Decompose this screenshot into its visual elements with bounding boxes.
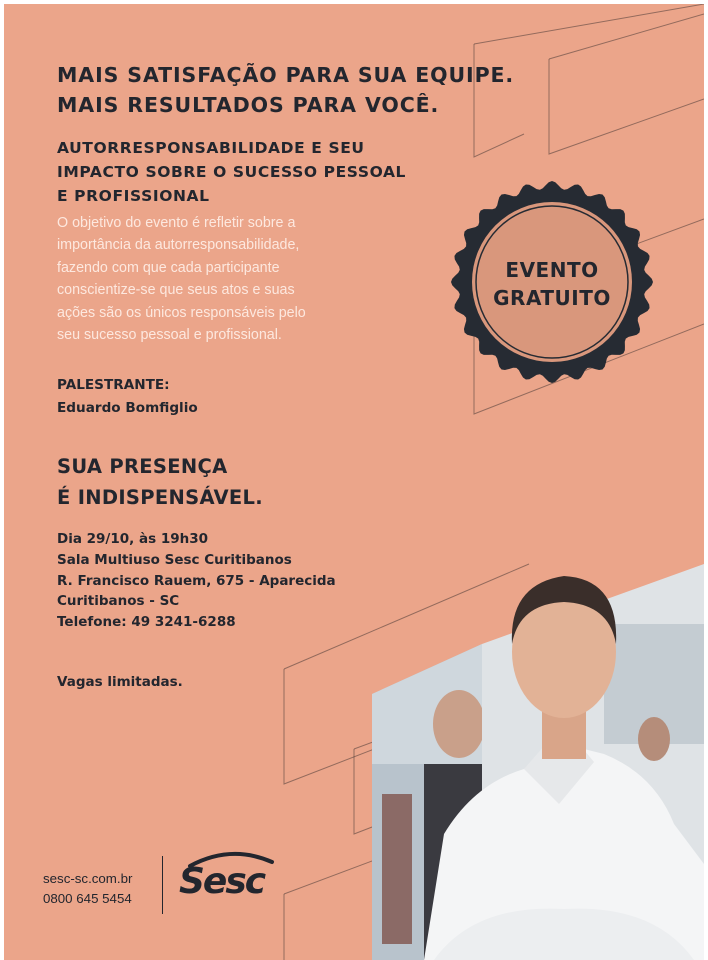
headline-line-1: MAIS SATISFAÇÃO PARA SUA EQUIPE. [57,63,515,87]
presence-heading [57,451,263,513]
event-details [57,529,336,633]
speaker-name: Eduardo Bomfiglio [57,400,198,416]
badge-line-1: EVENTO [505,258,599,282]
footer-divider [162,856,163,914]
description-line: O objetivo do evento é refletir sobre a [57,215,296,231]
event-poster [4,4,704,960]
badge-line-2: GRATUITO [493,286,611,310]
description-line: ações são os únicos responsáveis pelo [57,304,306,321]
event-address: R. Francisco Rauem, 675 - Aparecida [57,572,336,589]
event-title-line-3: E PROFISSIONAL [57,187,210,205]
event-phone: Telefone: 49 3241-6288 [57,614,236,631]
description-line: seu sucesso pessoal e profissional. [57,327,282,344]
event-description [57,212,377,346]
footer-phone: 0800 645 5454 [43,890,132,906]
speaker-block [57,374,198,420]
headline [57,60,617,120]
event-title-line-1: AUTORRESPONSABILIDADE E SEU [57,139,365,157]
event-city: Curitibanos - SC [57,593,180,610]
speaker-label: PALESTRANTE: [57,377,170,393]
presence-line-1: SUA PRESENÇA [57,455,228,478]
footer-website-link[interactable]: sesc-sc.com.br [43,871,133,886]
footer-contact [43,869,132,908]
description-line: fazendo com que cada participante [57,259,280,276]
badge-label [450,256,654,312]
event-date: Dia 29/10, às 19h30 [57,531,209,547]
headline-line-2: MAIS RESULTADOS PARA VOCÊ. [57,93,440,117]
sesc-logo: Sesc [179,861,265,902]
event-title-line-2: IMPACTO SOBRE O SUCESSO PESSOAL [57,163,407,181]
description-line: conscientize-se que seus atos e suas [57,282,295,299]
event-title [57,136,477,208]
presence-line-2: É INDISPENSÁVEL. [57,486,263,509]
limited-spots-note: Vagas limitadas. [57,674,183,690]
description-line: importância da autorresponsabilidade, [57,237,300,254]
event-venue: Sala Multiuso Sesc Curitibanos [57,551,292,568]
